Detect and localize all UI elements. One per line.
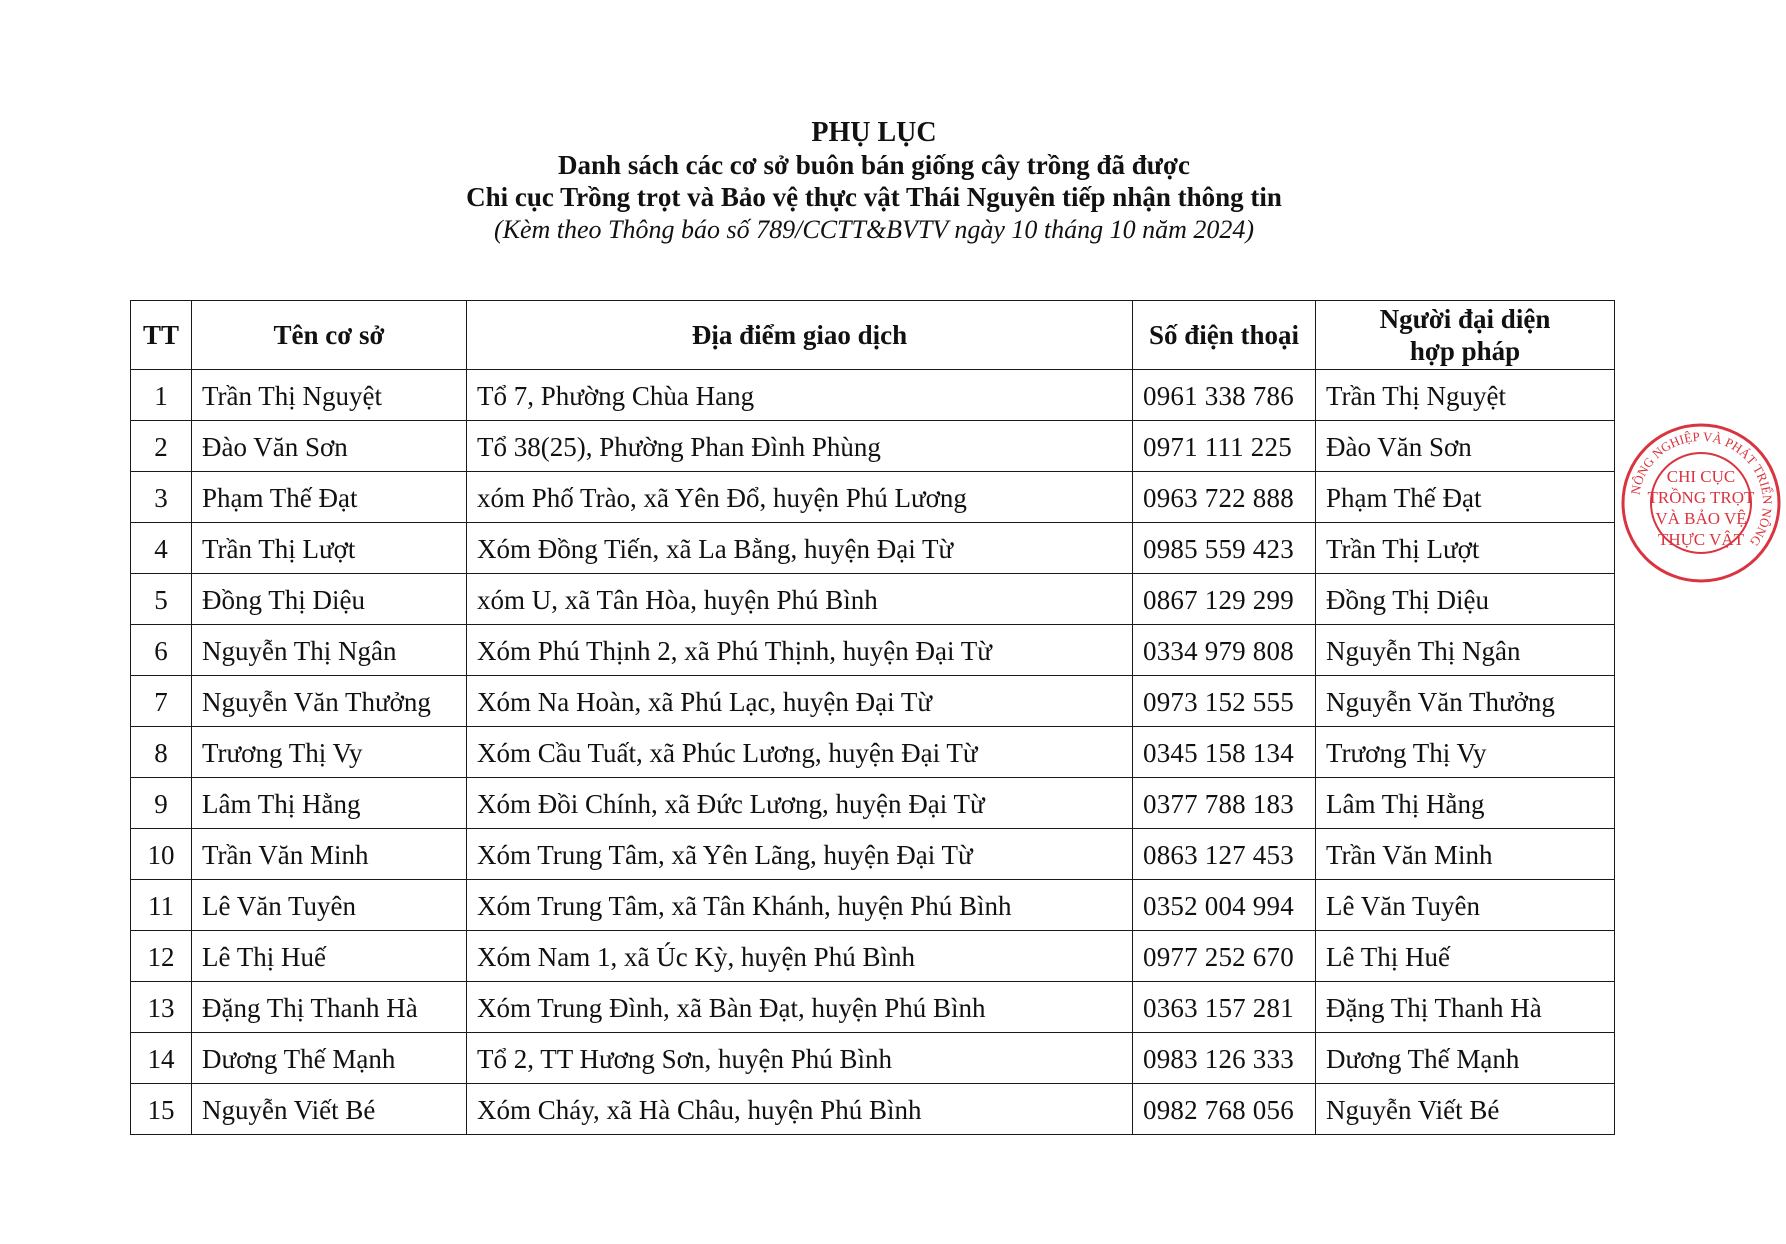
- col-header-rep-line-1: Người đại diện: [1379, 304, 1551, 334]
- cell-representative: Trần Văn Minh: [1316, 829, 1615, 880]
- cell-facility-name: Đồng Thị Diệu: [192, 574, 467, 625]
- cell-facility-name: Trần Thị Lượt: [192, 523, 467, 574]
- official-stamp-seal: [1616, 418, 1786, 588]
- cell-phone: 0345 158 134: [1133, 727, 1316, 778]
- table-row: [131, 931, 1615, 982]
- heading-line-1: Danh sách các cơ sở buôn bán giống cây trồng đã được: [558, 150, 1190, 180]
- cell-representative: Nguyễn Viết Bé: [1316, 1084, 1615, 1135]
- cell-phone: 0971 111 225: [1133, 421, 1316, 472]
- heading-note: (Kèm theo Thông báo số 789/CCTT&BVTV ngày 10 tháng 10 năm 2024): [493, 215, 1255, 244]
- svg-text:NÔNG NGHIỆP VÀ PHÁT TRIỂN NÔNG: NÔNG NGHIỆP VÀ PHÁT TRIỂN NÔNG: [1627, 428, 1776, 550]
- cell-facility-name: Nguyễn Thị Ngân: [192, 625, 467, 676]
- table-body: [131, 370, 1615, 1135]
- document-heading: [0, 116, 1748, 246]
- cell-facility-name: Trần Thị Nguyệt: [192, 370, 467, 421]
- cell-tt: 15: [131, 1084, 192, 1135]
- cell-tt: 3: [131, 472, 192, 523]
- table-row: [131, 421, 1615, 472]
- cell-address: Xóm Nam 1, xã Úc Kỳ, huyện Phú Bình: [467, 931, 1133, 982]
- cell-tt: 4: [131, 523, 192, 574]
- cell-address: Xóm Cầu Tuất, xã Phúc Lương, huyện Đại Từ: [467, 727, 1133, 778]
- cell-representative: Lâm Thị Hằng: [1316, 778, 1615, 829]
- cell-address: Xóm Đồng Tiến, xã La Bằng, huyện Đại Từ: [467, 523, 1133, 574]
- col-header-tt: TT: [131, 301, 192, 370]
- cell-phone: 0961 338 786: [1133, 370, 1316, 421]
- col-header-address: Địa điểm giao dịch: [467, 301, 1133, 370]
- col-header-representative: [1316, 301, 1615, 370]
- heading-line-2: Chi cục Trồng trọt và Bảo vệ thực vật Thái Nguyên tiếp nhận thông tin: [466, 182, 1282, 212]
- cell-tt: 13: [131, 982, 192, 1033]
- cell-phone: 0973 152 555: [1133, 676, 1316, 727]
- table-row: [131, 370, 1615, 421]
- table-row: [131, 1033, 1615, 1084]
- cell-phone: 0863 127 453: [1133, 829, 1316, 880]
- cell-address: Xóm Trung Tâm, xã Yên Lãng, huyện Đại Từ: [467, 829, 1133, 880]
- cell-phone: 0963 722 888: [1133, 472, 1316, 523]
- cell-address: Xóm Đồi Chính, xã Đức Lương, huyện Đại Từ: [467, 778, 1133, 829]
- cell-facility-name: Trương Thị Vy: [192, 727, 467, 778]
- cell-facility-name: Lâm Thị Hằng: [192, 778, 467, 829]
- cell-address: xóm U, xã Tân Hòa, huyện Phú Bình: [467, 574, 1133, 625]
- cell-tt: 9: [131, 778, 192, 829]
- cell-address: Xóm Trung Tâm, xã Tân Khánh, huyện Phú Bình: [467, 880, 1133, 931]
- appendix-title: PHỤ LỤC: [811, 117, 937, 148]
- cell-representative: Đồng Thị Diệu: [1316, 574, 1615, 625]
- table-row: [131, 676, 1615, 727]
- cell-address: xóm Phố Trào, xã Yên Đổ, huyện Phú Lương: [467, 472, 1133, 523]
- table-row: [131, 727, 1615, 778]
- cell-representative: Trần Thị Nguyệt: [1316, 370, 1615, 421]
- cell-representative: Nguyễn Văn Thưởng: [1316, 676, 1615, 727]
- cell-tt: 5: [131, 574, 192, 625]
- svg-text:VÀ BẢO VỆ: VÀ BẢO VỆ: [1655, 509, 1747, 528]
- cell-tt: 12: [131, 931, 192, 982]
- svg-text:TRỒNG TRỌT: TRỒNG TRỌT: [1647, 488, 1755, 507]
- cell-address: Xóm Trung Đình, xã Bàn Đạt, huyện Phú Bình: [467, 982, 1133, 1033]
- cell-address: Tổ 2, TT Hương Sơn, huyện Phú Bình: [467, 1033, 1133, 1084]
- cell-facility-name: Đặng Thị Thanh Hà: [192, 982, 467, 1033]
- cell-phone: 0867 129 299: [1133, 574, 1316, 625]
- cell-phone: 0977 252 670: [1133, 931, 1316, 982]
- col-header-phone: Số điện thoại: [1133, 301, 1316, 370]
- cell-facility-name: Lê Thị Huế: [192, 931, 467, 982]
- table-row: [131, 982, 1615, 1033]
- cell-phone: 0982 768 056: [1133, 1084, 1316, 1135]
- cell-address: Xóm Phú Thịnh 2, xã Phú Thịnh, huyện Đại Từ: [467, 625, 1133, 676]
- cell-representative: Trương Thị Vy: [1316, 727, 1615, 778]
- cell-facility-name: Dương Thế Mạnh: [192, 1033, 467, 1084]
- cell-phone: 0334 979 808: [1133, 625, 1316, 676]
- cell-representative: Trần Thị Lượt: [1316, 523, 1615, 574]
- cell-representative: Lê Thị Huế: [1316, 931, 1615, 982]
- col-header-rep-line-2: hợp pháp: [1409, 336, 1521, 366]
- table-row: [131, 778, 1615, 829]
- cell-address: Tổ 38(25), Phường Phan Đình Phùng: [467, 421, 1133, 472]
- cell-tt: 6: [131, 625, 192, 676]
- table-row: [131, 574, 1615, 625]
- cell-phone: 0377 788 183: [1133, 778, 1316, 829]
- cell-representative: Đặng Thị Thanh Hà: [1316, 982, 1615, 1033]
- cell-representative: Đào Văn Sơn: [1316, 421, 1615, 472]
- table-row: [131, 472, 1615, 523]
- cell-phone: 0983 126 333: [1133, 1033, 1316, 1084]
- cell-representative: Dương Thế Mạnh: [1316, 1033, 1615, 1084]
- svg-text:CHI CỤC: CHI CỤC: [1666, 467, 1736, 486]
- cell-representative: Nguyễn Thị Ngân: [1316, 625, 1615, 676]
- cell-tt: 2: [131, 421, 192, 472]
- cell-facility-name: Nguyễn Văn Thưởng: [192, 676, 467, 727]
- col-header-name: Tên cơ sở: [192, 301, 467, 370]
- facility-table: [130, 300, 1615, 1135]
- cell-tt: 7: [131, 676, 192, 727]
- table-row: [131, 523, 1615, 574]
- cell-address: Tổ 7, Phường Chùa Hang: [467, 370, 1133, 421]
- cell-representative: Phạm Thế Đạt: [1316, 472, 1615, 523]
- cell-tt: 10: [131, 829, 192, 880]
- cell-phone: 0985 559 423: [1133, 523, 1316, 574]
- cell-facility-name: Phạm Thế Đạt: [192, 472, 467, 523]
- cell-phone: 0363 157 281: [1133, 982, 1316, 1033]
- cell-tt: 8: [131, 727, 192, 778]
- table-row: [131, 880, 1615, 931]
- cell-address: Xóm Na Hoàn, xã Phú Lạc, huyện Đại Từ: [467, 676, 1133, 727]
- cell-address: Xóm Cháy, xã Hà Châu, huyện Phú Bình: [467, 1084, 1133, 1135]
- cell-facility-name: Lê Văn Tuyên: [192, 880, 467, 931]
- cell-facility-name: Nguyễn Viết Bé: [192, 1084, 467, 1135]
- table-row: [131, 829, 1615, 880]
- cell-tt: 11: [131, 880, 192, 931]
- cell-tt: 14: [131, 1033, 192, 1084]
- svg-text:THỰC VẬT: THỰC VẬT: [1657, 530, 1745, 549]
- cell-facility-name: Trần Văn Minh: [192, 829, 467, 880]
- table-row: [131, 625, 1615, 676]
- cell-facility-name: Đào Văn Sơn: [192, 421, 467, 472]
- table-row: [131, 1084, 1615, 1135]
- table-header-row: [131, 301, 1615, 370]
- cell-phone: 0352 004 994: [1133, 880, 1316, 931]
- cell-tt: 1: [131, 370, 192, 421]
- cell-representative: Lê Văn Tuyên: [1316, 880, 1615, 931]
